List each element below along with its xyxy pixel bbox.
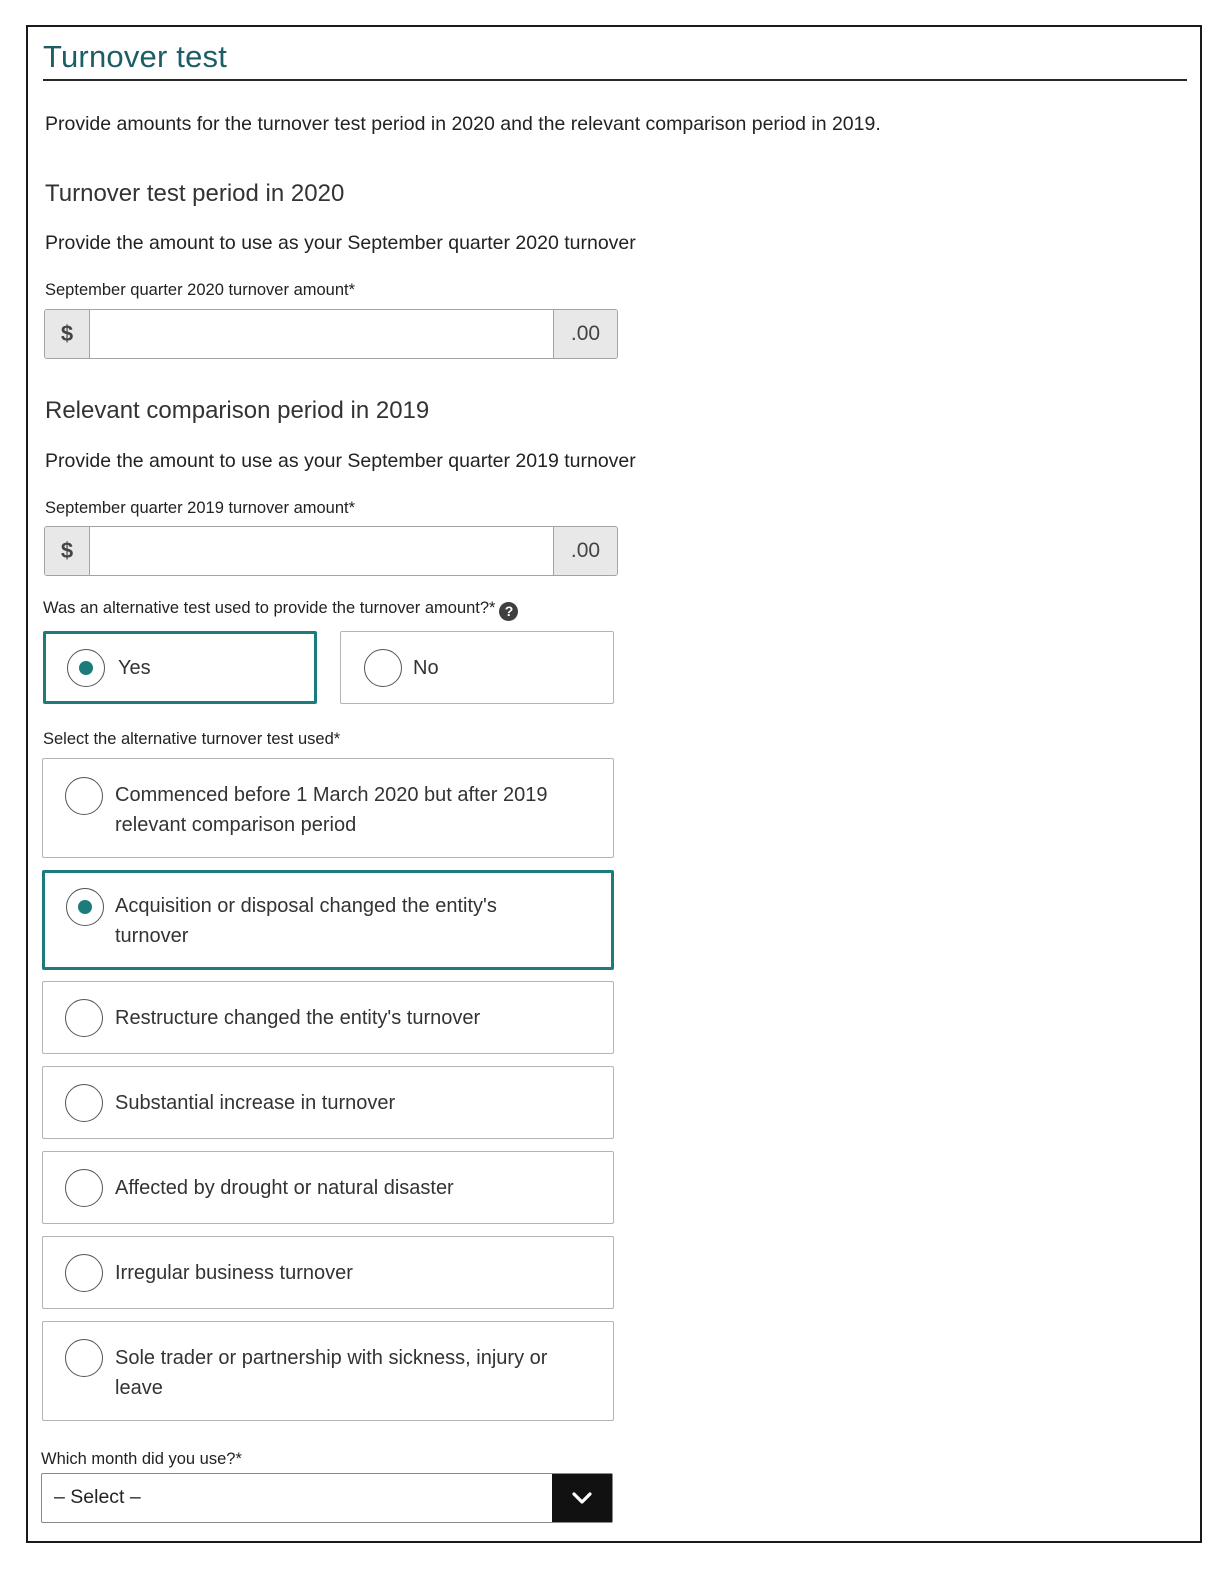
period-2020-prompt: Provide the amount to use as your September quarter 2020 turnover [45, 232, 636, 254]
period-2020-heading: Turnover test period in 2020 [45, 180, 345, 207]
no-label: No [413, 657, 439, 679]
acquisition-label: Acquisition or disposal changed the entity's turnover [115, 895, 497, 947]
alternative-yes-option[interactable] [43, 631, 317, 704]
acquisition-radio[interactable] [66, 888, 104, 926]
sole-trader-radio[interactable] [65, 1339, 103, 1377]
substantial-increase-label: Substantial increase in turnover [115, 1092, 396, 1114]
month-select[interactable] [41, 1473, 613, 1523]
alternative-test-label: Select the alternative turnover test used* [43, 730, 341, 748]
no-radio[interactable] [364, 649, 402, 687]
turnover-2019-input[interactable] [90, 527, 553, 575]
restructure-label: Restructure changed the entity's turnover [115, 1007, 481, 1029]
turnover-test-panel [26, 25, 1202, 1543]
question-circle-icon[interactable]: ? [499, 602, 518, 621]
title-divider [43, 79, 1187, 81]
turnover-2020-input[interactable] [90, 310, 553, 358]
month-label: Which month did you use?* [41, 1450, 242, 1468]
test-option-irregular[interactable] [42, 1236, 614, 1309]
test-option-substantial-increase[interactable] [42, 1066, 614, 1139]
commenced-radio[interactable] [65, 777, 103, 815]
intro-text: Provide amounts for the turnover test period in 2020 and the relevant comparison period in 2019. [45, 113, 881, 135]
drought-label: Affected by drought or natural disaster [115, 1177, 454, 1199]
irregular-label: Irregular business turnover [115, 1262, 353, 1284]
turnover-2019-label: September quarter 2019 turnover amount* [45, 499, 356, 517]
sole-trader-label: Sole trader or partnership with sickness, injury or leave [115, 1347, 548, 1399]
cents-suffix: .00 [553, 310, 617, 358]
turnover-2020-field [44, 309, 618, 359]
yes-radio[interactable] [67, 649, 105, 687]
month-selected-value: – Select – [54, 1486, 141, 1508]
test-option-drought[interactable] [42, 1151, 614, 1224]
drought-radio[interactable] [65, 1169, 103, 1207]
radio-selected-dot [78, 900, 92, 914]
period-2019-heading: Relevant comparison period in 2019 [45, 397, 430, 424]
radio-selected-dot [79, 661, 93, 675]
irregular-radio[interactable] [65, 1254, 103, 1292]
chevron-down-icon[interactable] [552, 1474, 612, 1522]
page-title: Turnover test [43, 39, 228, 74]
commenced-label: Commenced before 1 March 2020 but after 2019 relevant comparison period [115, 784, 548, 836]
substantial-increase-radio[interactable] [65, 1084, 103, 1122]
alternative-no-option[interactable] [340, 631, 614, 704]
restructure-radio[interactable] [65, 999, 103, 1037]
yes-label: Yes [118, 657, 151, 679]
period-2019-prompt: Provide the amount to use as your September quarter 2019 turnover [45, 450, 636, 472]
test-option-sole-trader[interactable] [42, 1321, 614, 1421]
dollar-prefix: $ [45, 527, 90, 575]
dollar-prefix: $ [45, 310, 90, 358]
turnover-2020-label: September quarter 2020 turnover amount* [45, 281, 356, 299]
cents-suffix: .00 [553, 527, 617, 575]
alternative-question [43, 599, 518, 621]
turnover-2019-field [44, 526, 618, 576]
test-option-acquisition[interactable] [42, 870, 614, 970]
alternative-question-label: Was an alternative test used to provide the turnover amount?* [43, 599, 496, 617]
test-option-restructure[interactable] [42, 981, 614, 1054]
test-option-commenced[interactable] [42, 758, 614, 858]
